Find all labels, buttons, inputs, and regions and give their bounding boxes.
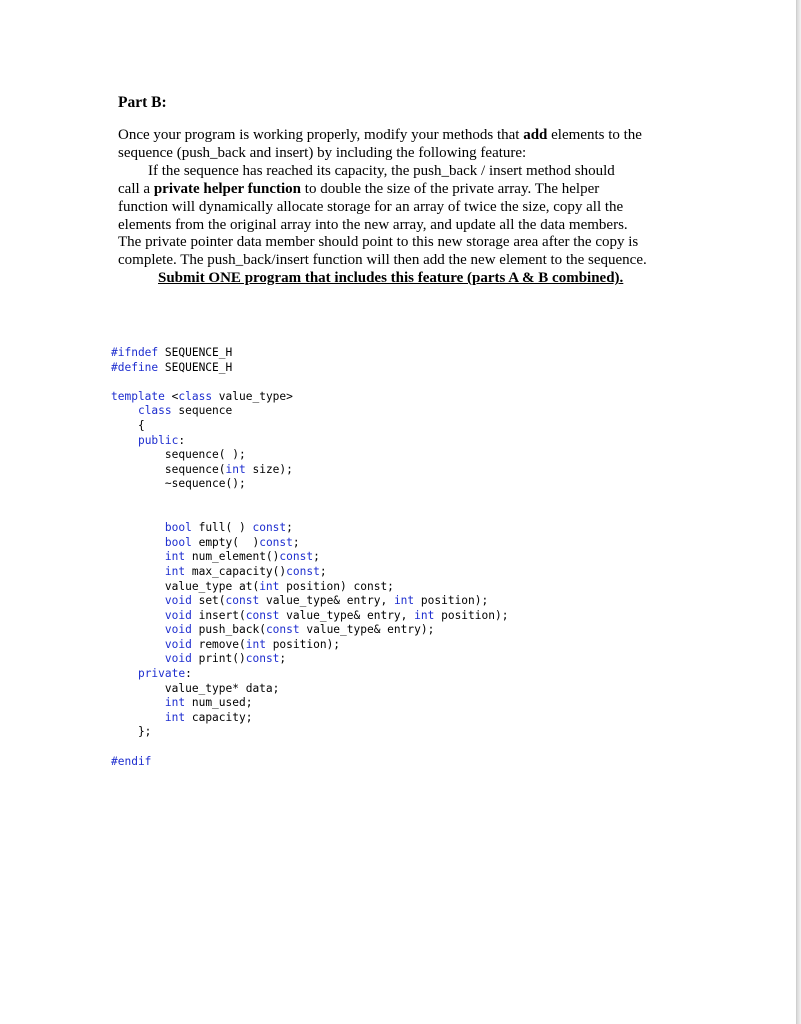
code-line: #define SEQUENCE_H xyxy=(111,360,233,374)
code-line: class sequence xyxy=(137,404,233,418)
text-line: complete. The push_back/insert function will then add the new element to the sequence. xyxy=(118,252,647,269)
code-blank-line xyxy=(111,740,508,755)
section-heading: Part B: xyxy=(118,94,167,111)
code-line: void insert(const value_type& entry, int position); xyxy=(164,608,509,622)
code-line: int num_element()const; xyxy=(164,550,320,564)
code-line: void push_back(const value_type& entry); xyxy=(164,623,435,637)
code-line: bool full( ) const; xyxy=(164,521,293,535)
code-line: void set(const value_type& entry, int position); xyxy=(164,594,489,608)
instructions-paragraph xyxy=(118,127,678,288)
text-line: Once your program is working properly, modify your methods that add elements to the xyxy=(118,127,642,143)
code-line: void print()const; xyxy=(164,652,287,666)
text-line: call a private helper function to double the size of the private array. The helper xyxy=(118,180,600,197)
text-line: sequence (push_back and insert) by including the following feature: xyxy=(118,144,527,161)
code-line: private: xyxy=(137,667,192,681)
text-line: function will dynamically allocate storage for an array of twice the size, copy all the xyxy=(118,198,624,215)
code-line: #endif xyxy=(111,754,152,768)
code-line: void remove(int position); xyxy=(164,637,341,651)
code-line: public: xyxy=(137,433,186,447)
submit-instruction: Submit ONE program that includes this feature (parts A & B combined). xyxy=(158,270,624,287)
code-line: ~sequence(); xyxy=(111,477,246,491)
code-line: { xyxy=(111,418,145,432)
code-blank-line xyxy=(111,507,508,522)
code-line: int capacity; xyxy=(164,710,253,724)
text-line: If the sequence has reached its capacity, the push_back / insert method should xyxy=(148,162,615,179)
code-line: template <class value_type> xyxy=(111,389,293,403)
code-line: }; xyxy=(111,725,152,739)
page-edge-shadow xyxy=(797,0,801,1024)
code-line: bool empty( )const; xyxy=(164,535,300,549)
code-line: int num_used; xyxy=(164,696,253,710)
code-line: sequence( ); xyxy=(111,448,246,462)
code-line: #ifndef SEQUENCE_H xyxy=(111,346,233,359)
code-line: value_type at(int position) const; xyxy=(111,579,394,593)
code-blank-line xyxy=(111,375,508,390)
code-blank-line xyxy=(111,492,508,507)
code-line: value_type* data; xyxy=(111,681,280,695)
text-line: elements from the original array into the new array, and update all the data members. xyxy=(118,216,628,233)
code-line: int max_capacity()const; xyxy=(164,564,327,578)
code-listing xyxy=(111,346,508,769)
code-line: sequence(int size); xyxy=(111,462,293,476)
text-line: The private pointer data member should point to this new storage area after the copy is xyxy=(118,234,639,251)
